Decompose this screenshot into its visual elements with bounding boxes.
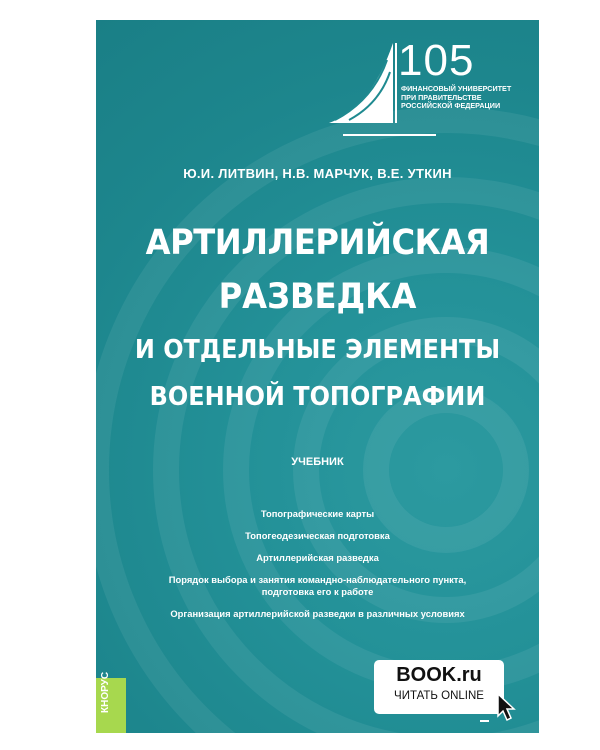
topic-item: Организация артиллерийской разведки в различных условиях [170,608,465,619]
title-line-2: РАЗВЕДКА [218,277,417,317]
logo-caption-line: РОССИЙСКОЙ ФЕДЕРАЦИИ [401,101,501,110]
decorative-dash [480,720,489,722]
publisher-label: КНОРУС [100,671,111,713]
logo-caption [401,85,531,111]
authors: Ю.И. ЛИТВИН, Н.В. МАРЧУК, В.Е. УТКИН [183,166,452,181]
topic-item: Топогеодезическая подготовка [245,530,390,541]
topic-item: Артиллерийская разведка [256,552,379,563]
university-logo-icon [321,38,401,133]
logo-caption-line: ФИНАНСОВЫЙ УНИВЕРСИТЕТ [401,84,512,93]
title-line-3: И ОТДЕЛЬНЫЕ ЭЛЕМЕНТЫ [134,335,501,365]
logo-divider [343,134,436,136]
genre-label: УЧЕБНИК [291,456,344,468]
title-line-1: АРТИЛЛЕРИЙСКАЯ [145,223,490,263]
logo-caption-line: ПРИ ПРАВИТЕЛЬСТВЕ [401,92,482,102]
topic-item: Порядок выбора и занятия командно-наблюдательного пункта, [168,574,467,585]
book-cover [96,20,539,733]
badge-title: BOOK.ru [396,664,482,686]
badge-subtitle: ЧИТАТЬ ONLINE [394,690,484,702]
title-line-4: ВОЕННОЙ ТОПОГРАФИИ [149,382,486,412]
logo-number: 105 [398,36,475,85]
university-logo [321,38,521,148]
topic-item: Топографические карты [260,508,375,519]
mouse-cursor-icon [496,692,518,722]
topic-item: подготовка его к работе [261,586,374,597]
bookru-badge[interactable] [374,660,504,714]
